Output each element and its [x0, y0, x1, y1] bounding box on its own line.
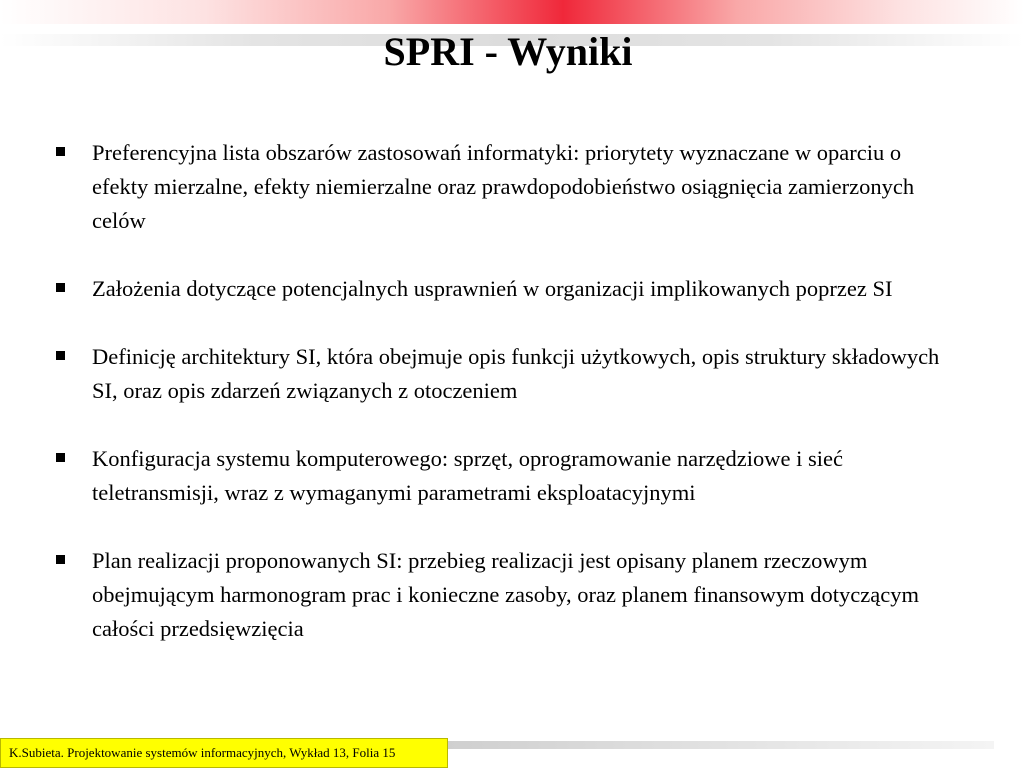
bullet-text: Plan realizacji proponowanych SI: przebieg realizacji jest opisany planem rzeczowym obejmującym harmonogram prac i konieczne zasoby, oraz planem finansowym dotyczącym całości przedsięwzięcia: [92, 548, 919, 641]
bullet-item: [56, 272, 956, 306]
bullet-item: [56, 136, 956, 238]
bullet-text: Założenia dotyczące potencjalnych usprawnień w organizacji implikowanych poprzez SI: [92, 276, 893, 301]
bullet-text: Konfiguracja systemu komputerowego: sprzęt, oprogramowanie narzędziowe i sieć teletransmisji, wraz z wymaganymi parametrami eksploatacyjnymi: [92, 446, 843, 505]
footer-divider-bar: [448, 741, 994, 749]
square-bullet-icon: [56, 544, 92, 564]
bullet-item: [56, 340, 956, 408]
top-decorative-gradient-bar: [0, 0, 1024, 24]
slide-title: SPRI - Wyniki: [383, 29, 633, 74]
square-bullet-icon: [56, 272, 92, 292]
square-bullet-icon: [56, 136, 92, 156]
square-bullet-icon: [56, 442, 92, 462]
footer-caption: K.Subieta. Projektowanie systemów informacyjnych, Wykład 13, Folia 15: [0, 738, 448, 768]
bullet-text: Definicję architektury SI, która obejmuje opis funkcji użytkowych, opis struktury składowych SI, oraz opis zdarzeń związanych z otoczeniem: [92, 344, 940, 403]
bullet-item: [56, 544, 956, 646]
bullet-list: [56, 136, 956, 680]
square-bullet-icon: [56, 340, 92, 360]
bullet-item: [56, 442, 956, 510]
bullet-text: Preferencyjna lista obszarów zastosowań informatyki: priorytety wyznaczane w oparciu o efekty mierzalne, efekty niemierzalne oraz prawdopodobieństwo osiągnięcia zamierzonych celów: [92, 140, 915, 233]
